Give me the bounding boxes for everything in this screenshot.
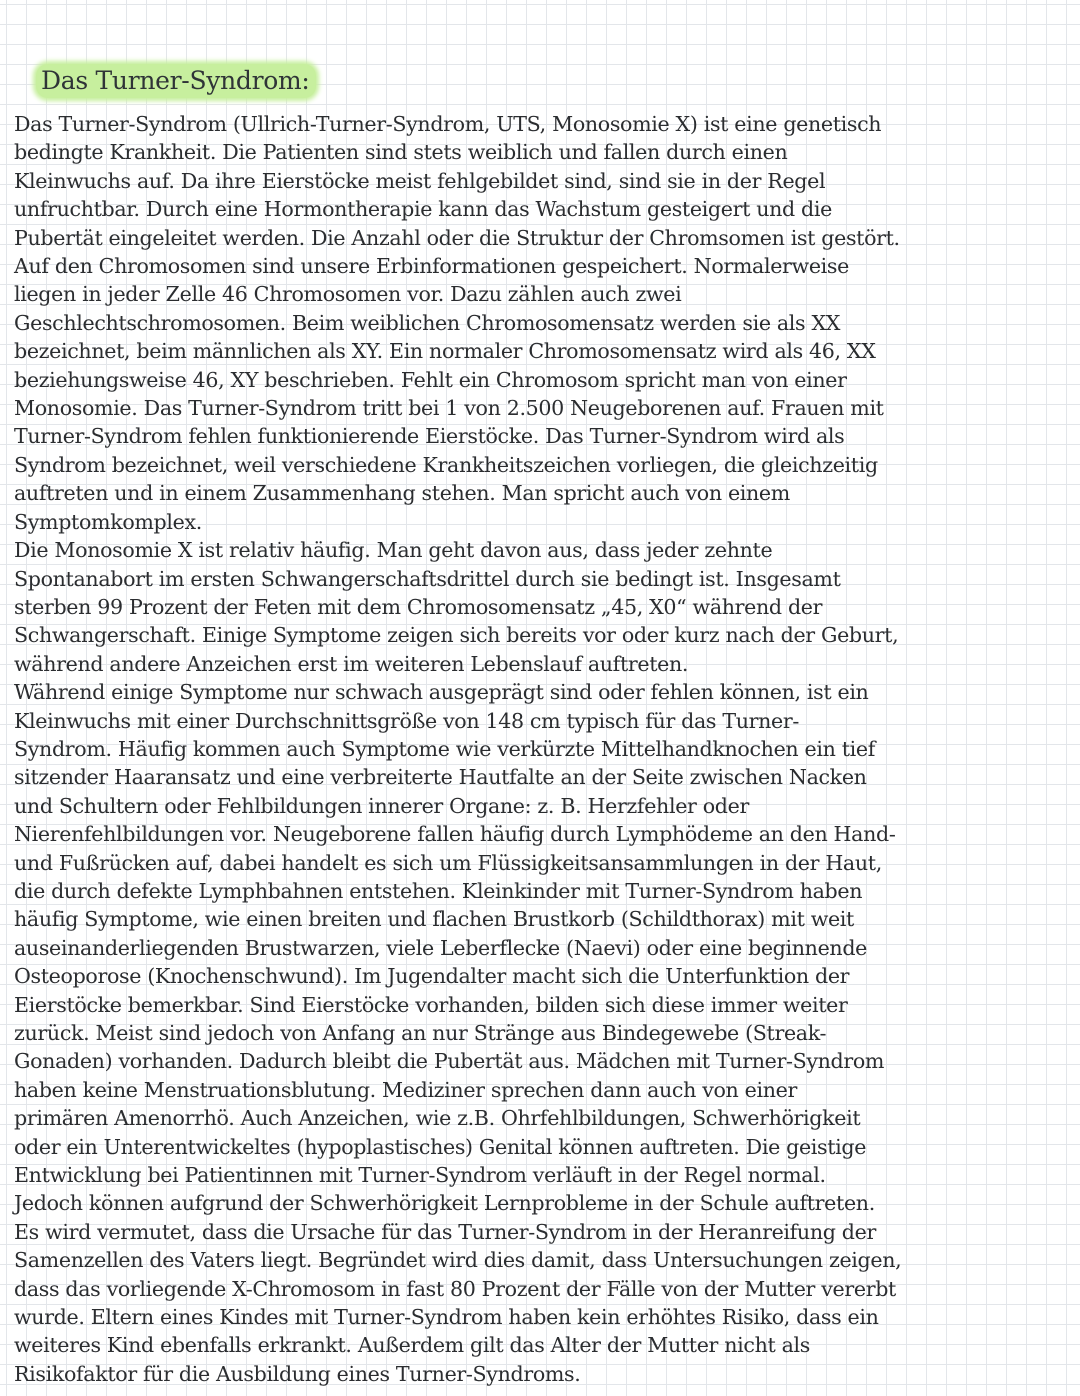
text-line: bezeichnet, beim männlichen als XY. Ein normaler Chromosomensatz wird als 46, XX xyxy=(14,339,876,364)
text-line: Die Monosomie X ist relativ häufig. Man geht davon aus, dass jeder zehnte xyxy=(14,538,773,563)
text-line: Symptomkomplex. xyxy=(14,509,202,534)
text-line: Entwicklung bei Patientinnen mit Turner-Syndrom verläuft in der Regel normal. xyxy=(14,1163,826,1188)
text-line: zurück. Meist sind jedoch von Anfang an nur Stränge aus Bindegewebe (Streak- xyxy=(14,1021,827,1045)
text-line: Kleinwuchs mit einer Durchschnittsgröße von 148 cm typisch für das Turner- xyxy=(14,708,799,733)
text-line: beziehungsweise 46, XY beschrieben. Fehlt ein Chromosom spricht man von einer xyxy=(14,367,847,392)
text-line: Es wird vermutet, dass die Ursache für das Turner-Syndrom in der Heranreifung der xyxy=(14,1219,876,1244)
text-line: weiteres Kind ebenfalls erkrankt. Außerdem gilt das Alter der Mutter nicht als xyxy=(14,1333,810,1358)
text-line: Jedoch können aufgrund der Schwerhörigkeit Lernprobleme in der Schule auftreten. xyxy=(14,1191,875,1216)
text-line: Monosomie. Das Turner-Syndrom tritt bei 1 von 2.500 Neugeborenen auf. Frauen mit xyxy=(14,396,884,421)
page-title: Das Turner-Syndrom: xyxy=(36,64,316,98)
title-highlight xyxy=(36,64,316,98)
text-line: haben keine Menstruationsblutung. Mediziner sprechen dann auch von einer xyxy=(14,1077,797,1102)
text-line: und Schultern oder Fehlbildungen innerer Organe: z. B. Herzfehler oder xyxy=(14,793,749,818)
text-line: Osteoporose (Knochenschwund). Im Jugendalter macht sich die Unterfunktion der xyxy=(14,964,850,989)
text-line: Schwangerschaft. Einige Symptome zeigen sich bereits vor oder kurz nach der Geburt, xyxy=(14,623,899,648)
text-line: Während einige Symptome nur schwach ausgeprägt sind oder fehlen können, ist ein xyxy=(14,680,869,705)
text-line: primären Amenorrhö. Auch Anzeichen, wie z.B. Ohrfehlbildungen, Schwerhörigkeit xyxy=(14,1106,861,1131)
text-line: Syndrom bezeichnet, weil verschiedene Krankheitszeichen vorliegen, die gleichzeitig xyxy=(14,452,878,477)
text-line: wurde. Eltern eines Kindes mit Turner-Syndrom haben kein erhöhtes Risiko, dass ein xyxy=(14,1305,879,1330)
text-line: oder ein Unterentwickeltes (hypoplastisches) Genital können auftreten. Die geistige xyxy=(14,1134,867,1159)
text-line: Eierstöcke bemerkbar. Sind Eierstöcke vorhanden, bilden sich diese immer weiter xyxy=(14,992,848,1017)
text-line: Pubertät eingeleitet werden. Die Anzahl oder die Struktur der Chromsomen ist gestört. xyxy=(14,225,900,250)
text-line: Geschlechtschromosomen. Beim weiblichen Chromosomensatz werden sie als XX xyxy=(14,310,841,335)
text-line: Auf den Chromosomen sind unsere Erbinformationen gespeichert. Normalerweise xyxy=(14,254,849,279)
text-line: Risikofaktor für die Ausbildung eines Turner-Syndroms. xyxy=(14,1361,581,1386)
text-line: Syndrom. Häufig kommen auch Symptome wie verkürzte Mittelhandknochen ein tief xyxy=(14,736,875,761)
text-line: sterben 99 Prozent der Feten mit dem Chromosomensatz „45, X0“ während der xyxy=(14,594,823,619)
text-line: bedingte Krankheit. Die Patienten sind stets weiblich und fallen durch einen xyxy=(14,140,788,165)
text-line: Nierenfehlbildungen vor. Neugeborene fallen häufig durch Lymphödeme an den Hand- xyxy=(14,822,896,847)
text-line: häufig Symptome, wie einen breiten und flachen Brustkorb (Schildthorax) mit weit xyxy=(14,907,854,932)
text-line: Spontanabort im ersten Schwangerschaftsdrittel durch sie bedingt ist. Insgesamt xyxy=(14,566,841,591)
text-line: die durch defekte Lymphbahnen entstehen. Kleinkinder mit Turner-Syndrom haben xyxy=(14,878,863,903)
text-line: liegen in jeder Zelle 46 Chromosomen vor. Dazu zählen auch zwei xyxy=(14,282,682,307)
text-line: Samenzellen des Vaters liegt. Begründet wird dies damit, dass Untersuchungen zeigen, xyxy=(14,1248,902,1273)
text-line: sitzender Haaransatz und eine verbreiterte Hautfalte an der Seite zwischen Nacken xyxy=(14,765,867,790)
text-line: unfruchtbar. Durch eine Hormontherapie kann das Wachstum gesteigert und die xyxy=(14,197,832,222)
text-line: Kleinwuchs auf. Da ihre Eierstöcke meist fehlgebildet sind, sind sie in der Regel xyxy=(14,168,826,193)
text-line: Turner-Syndrom fehlen funktionierende Eierstöcke. Das Turner-Syndrom wird als xyxy=(14,424,845,449)
text-line: dass das vorliegende X-Chromosom in fast 80 Prozent der Fälle von der Mutter vererbt xyxy=(14,1276,896,1301)
text-line: auseinanderliegenden Brustwarzen, viele Leberflecke (Naevi) oder eine beginnende xyxy=(14,935,867,960)
text-line: während andere Anzeichen erst im weiteren Lebenslauf auftreten. xyxy=(14,651,689,676)
text-line: auftreten und in einem Zusammenhang stehen. Man spricht auch von einem xyxy=(14,481,790,506)
text-line: und Fußrücken auf, dabei handelt es sich um Flüssigkeitsansammlungen in der Haut, xyxy=(14,850,882,875)
text-line: Gonaden) vorhanden. Dadurch bleibt die Pubertät aus. Mädchen mit Turner-Syndrom xyxy=(14,1049,885,1074)
text-line: Das Turner-Syndrom (Ullrich-Turner-Syndrom, UTS, Monosomie X) ist eine genetisch xyxy=(14,112,882,136)
body-text xyxy=(14,110,1054,1388)
